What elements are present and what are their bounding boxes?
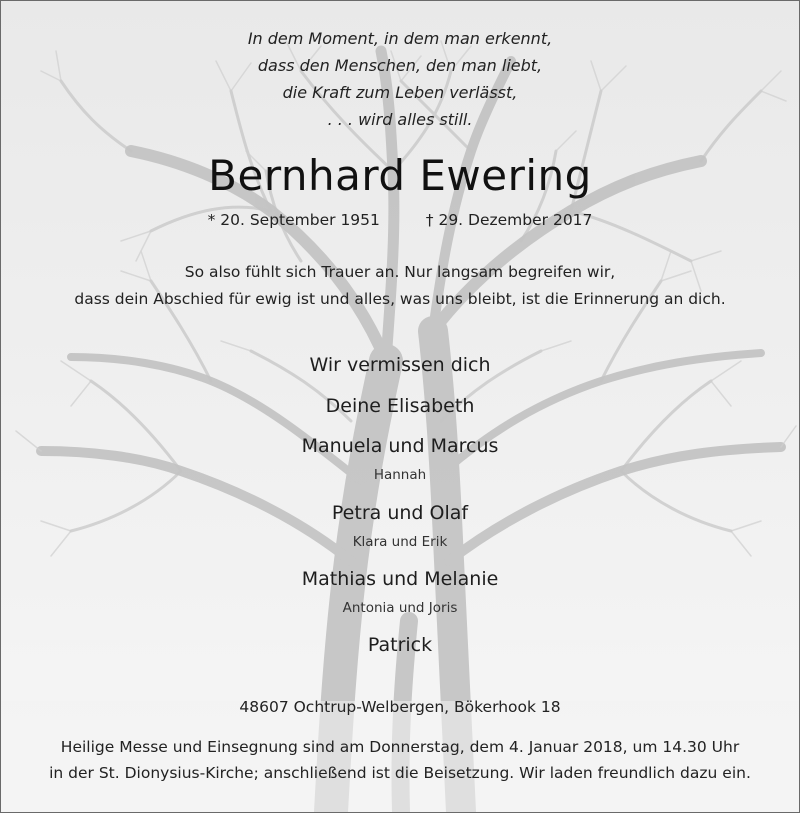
life-dates (1, 211, 799, 229)
family-children: Klara und Erik (352, 534, 448, 550)
poem-line: In dem Moment, in dem man erkennt, (247, 29, 553, 48)
mourner-name: Patrick (367, 634, 433, 656)
deceased-name: Bernhard Ewering (208, 151, 592, 200)
family-parents: Mathias und Melanie (301, 568, 499, 590)
birth-date: * 20. September 1951 (207, 211, 380, 229)
service-line: in der St. Dionysius-Kirche; anschließend ist die Beisetzung. Wir laden freundlich dazu ein. (49, 764, 751, 782)
family-parents: Manuela und Marcus (301, 435, 499, 457)
death-date: † 29. Dezember 2017 (425, 211, 593, 229)
poem-line: dass den Menschen, den man liebt, (257, 56, 543, 75)
message-line: dass dein Abschied für ewig ist und alles, was uns bleibt, ist die Erinnerung an dich. (74, 290, 726, 308)
family-children: Hannah (373, 467, 427, 483)
spouse-name: Deine Elisabeth (325, 395, 475, 417)
obituary-content (1, 1, 799, 812)
family-parents: Petra und Olaf (331, 502, 469, 524)
message-line: So also fühlt sich Trauer an. Nur langsam begreifen wir, (184, 263, 616, 281)
poem-line: . . . wird alles still. (327, 110, 473, 129)
family-children: Antonia und Joris (342, 600, 458, 616)
mourners-intro: Wir vermissen dich (309, 354, 491, 376)
family-address: 48607 Ochtrup-Welbergen, Bökerhook 18 (239, 698, 561, 716)
poem-line: die Kraft zum Leben verlässt, (282, 83, 518, 102)
service-line: Heilige Messe und Einsegnung sind am Donnerstag, dem 4. Januar 2018, um 14.30 Uhr (60, 738, 740, 756)
